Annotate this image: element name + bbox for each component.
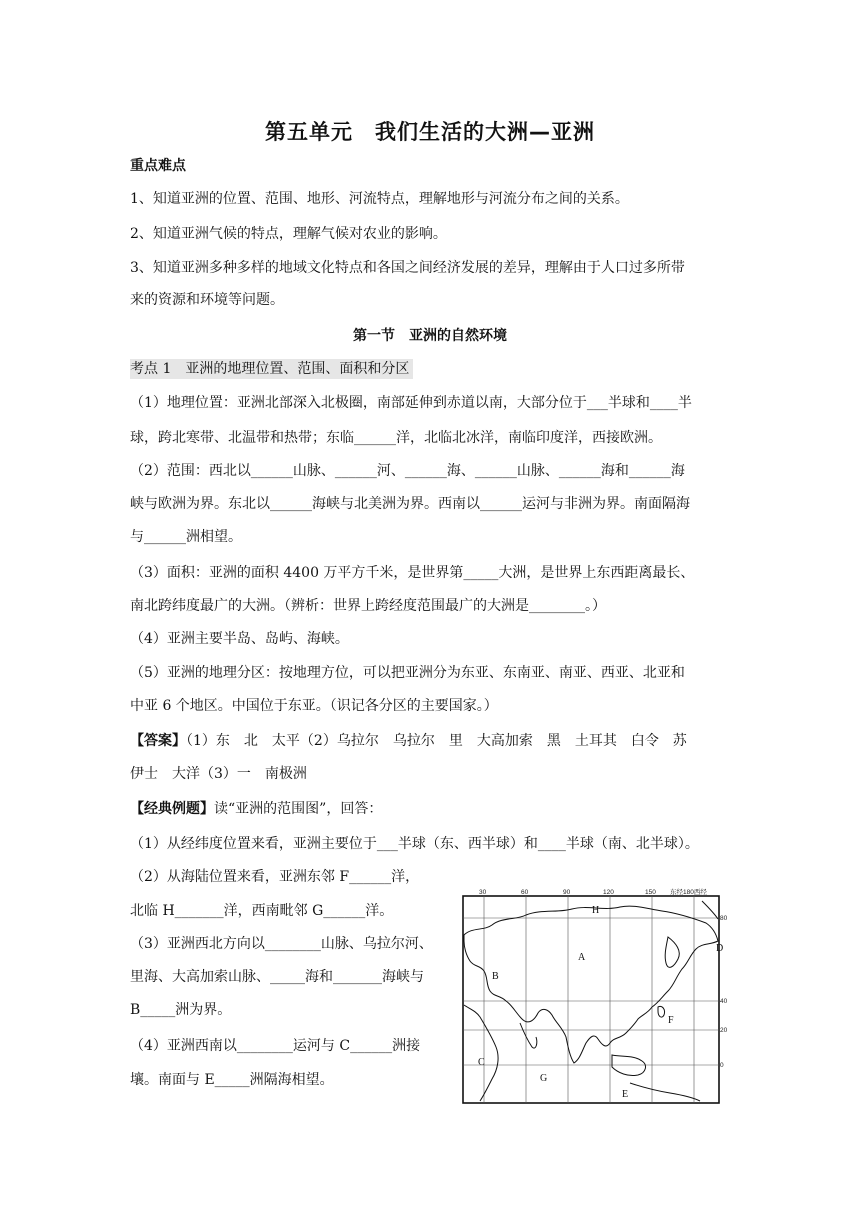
example-intro-line xyxy=(130,799,730,819)
asia-range-map xyxy=(462,887,730,1105)
map-tick-top: 30 xyxy=(479,889,487,896)
content-line: 峡与欧洲为界。东北以______海峡与北美洲为界。西南以______运河与非洲为界。南面隔海 xyxy=(130,496,690,512)
content-line: （5）亚洲的地理分区：按地理方位，可以把亚洲分为东亚、东南亚、南亚、西亚、北亚和 xyxy=(130,665,685,681)
map-tick-top: 90 xyxy=(563,889,571,896)
map-label-g: G xyxy=(540,1073,548,1084)
topic-heading xyxy=(130,359,730,379)
content-line: （3）面积：亚洲的面积 4400 万平方千米，是世界第_____大洲，是世界上东西距离最长、 xyxy=(130,565,695,581)
example-q2-line2: 北临 H_______洋，西南毗邻 G______洋。 xyxy=(130,903,394,919)
map-tick-top: 东经180西经 xyxy=(670,889,707,896)
answer-text: （1）东 北 太平（2）乌拉尔 乌拉尔 里 大高加索 黑 土耳其 白令 苏 xyxy=(186,733,687,749)
map-tick-top: 60 xyxy=(521,889,529,896)
key-point-1: 1、知道亚洲的位置、范围、地形、河流特点，理解地形与河流分布之间的关系。 xyxy=(130,191,629,207)
content-line: 与______洲相望。 xyxy=(130,529,242,545)
key-point-3: 3、知道亚洲多种多样的地域文化特点和各国之间经济发展的差异，理解由于人口过多所带 xyxy=(130,260,685,276)
map-label-h: H xyxy=(592,905,600,916)
content-line: 南北跨纬度最广的大洲。（辨析：世界上跨经度范围最广的大洲是________。） xyxy=(130,598,606,614)
map-label-e: E xyxy=(622,1089,629,1100)
example-q4-line1: （4）亚洲西南以________运河与 C______洲接 xyxy=(130,1038,421,1054)
content-line: （1）地理位置：亚洲北部深入北极圈，南部延伸到赤道以南，大部分位于___半球和____半 xyxy=(130,395,692,411)
example-q2-line1: （2）从海陆位置来看，亚洲东邻 F______洋， xyxy=(130,869,420,885)
example-q3-line3: B_____洲为界。 xyxy=(130,1002,232,1018)
key-points-heading: 重点难点 xyxy=(130,158,186,174)
section-title: 第一节 亚洲的自然环境 xyxy=(353,328,507,344)
asia-map-figure xyxy=(462,887,730,1105)
example-label: 【经典例题】 xyxy=(130,801,214,817)
content-line: 球，跨北寒带、北温带和热带；东临______洋，北临北冰洋，南临印度洋，西接欧洲。 xyxy=(130,430,662,446)
map-label-a: A xyxy=(578,952,586,963)
example-q1: （1）从经纬度位置来看，亚洲主要位于___半球（东、西半球）和____半球（南、北半球）。 xyxy=(130,836,699,852)
map-tick-right: 20 xyxy=(720,1027,728,1034)
answer-line-2: 伊士 大洋（3）一 南极洲 xyxy=(130,766,307,782)
content-line: 中亚 6 个地区。中国位于东亚。（识记各分区的主要国家。） xyxy=(130,698,498,714)
answer-line-1 xyxy=(130,731,730,751)
answer-label: 【答案】 xyxy=(130,733,186,749)
map-tick-right: 80 xyxy=(720,915,728,922)
map-label-c: C xyxy=(478,1057,485,1068)
map-label-d: D xyxy=(716,943,724,954)
topic-heading-text: 考点 1 亚洲的地理位置、范围、面积和分区 xyxy=(130,359,413,379)
map-tick-top: 150 xyxy=(645,889,656,896)
key-point-2: 2、知道亚洲气候的特点，理解气候对农业的影响。 xyxy=(130,226,447,242)
example-q3-line2: 里海、大高加索山脉、_____海和_______海峡与 xyxy=(130,969,424,985)
map-label-f: F xyxy=(668,1015,674,1026)
example-q3-line1: （3）亚洲西北方向以________山脉、乌拉尔河、 xyxy=(130,936,433,952)
content-line: （4）亚洲主要半岛、岛屿、海峡。 xyxy=(130,631,349,647)
map-tick-top: 120 xyxy=(603,889,614,896)
example-intro: 读“亚洲的范围图”，回答： xyxy=(214,801,383,817)
map-tick-right: 40 xyxy=(720,998,728,1005)
map-label-b: B xyxy=(492,971,499,982)
example-q4-line2: 壤。南面与 E_____洲隔海相望。 xyxy=(130,1072,334,1088)
page-title: 第五单元 我们生活的大洲—亚洲 xyxy=(265,120,595,144)
content-line: （2）范围：西北以______山脉、______河、______海、______山脉、______海和______海 xyxy=(130,463,685,479)
key-point-3-cont: 来的资源和环境等问题。 xyxy=(130,292,284,308)
map-tick-right: 0 xyxy=(720,1062,724,1069)
map-frame xyxy=(463,896,719,1103)
